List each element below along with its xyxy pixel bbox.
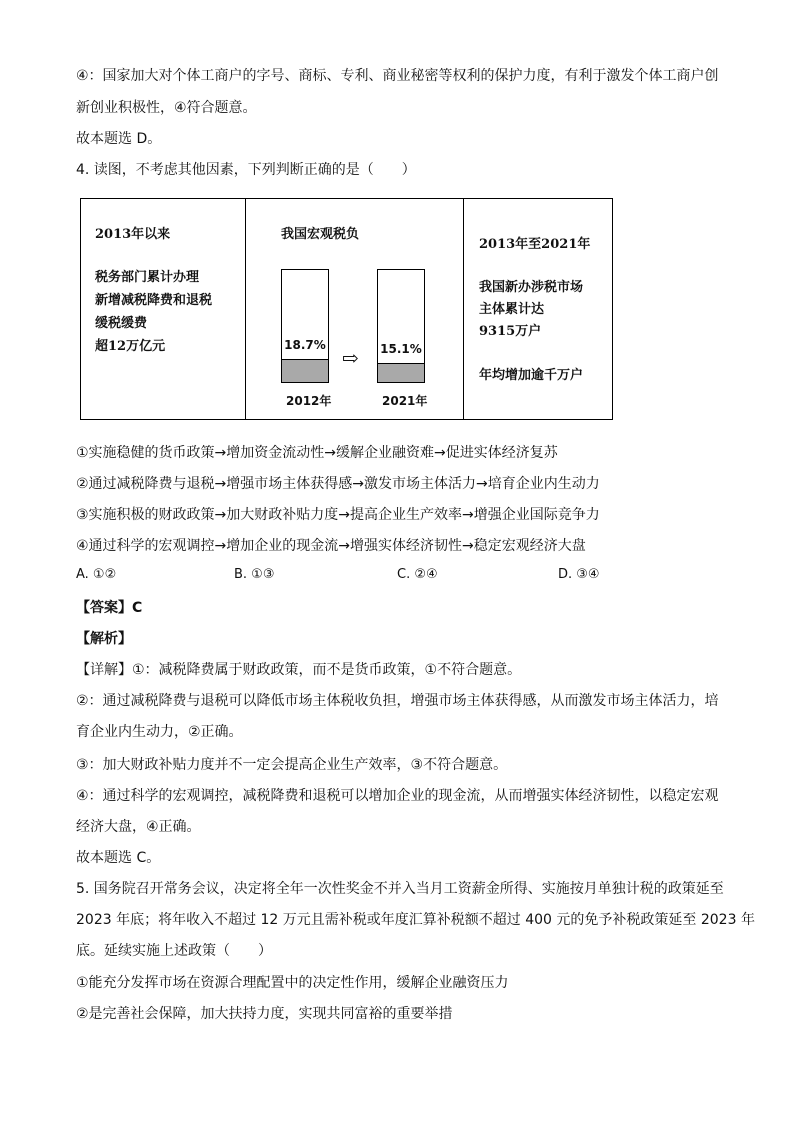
- q3-conclusion: 故本题选 D。: [76, 131, 162, 147]
- q5-statement: ①能充分发挥市场在资源合理配置中的决定性作用，缓解企业融资压力: [76, 975, 509, 991]
- q4-statement: ①实施稳健的货币政策→增加资金流动性→缓解企业融资难→促进实体经济复苏: [76, 445, 558, 461]
- bar-2021: [377, 269, 425, 383]
- q3-paragraph-line: ④：国家加大对个体工商户的字号、商标、专利、商业秘密等权利的保护力度，有利于激发个体工商户创: [76, 68, 719, 84]
- panel-line: 9315万户: [479, 324, 542, 339]
- bar-fill-2021: [378, 363, 424, 382]
- answer-label: 【答案】C: [76, 600, 143, 616]
- arrow-icon: ⇨: [342, 346, 359, 370]
- panel-title: 2013年以来: [95, 227, 171, 242]
- q4-statement: ④通过科学的宏观调控→增加企业的现金流→增强实体经济韧性→稳定宏观经济大盘: [76, 538, 586, 554]
- figure-panel-new-entities: [463, 199, 612, 419]
- bar-value-label: 15.1%: [380, 342, 422, 356]
- analysis-label: 【解析】: [76, 631, 132, 647]
- q3-paragraph-line: 新创业积极性，④符合题意。: [76, 100, 257, 116]
- q4-conclusion: 故本题选 C。: [76, 850, 161, 866]
- bar-year-label: 2021年: [382, 394, 428, 408]
- option-d: D. ③④: [558, 567, 600, 582]
- q4-statement: ②通过减税降费与退税→增强市场主体获得感→激发市场主体活力→培育企业内生动力: [76, 476, 600, 492]
- q5-statement: ②是完善社会保障，加大扶持力度，实现共同富裕的重要举措: [76, 1006, 453, 1022]
- panel-line: 超12万亿元: [95, 339, 166, 354]
- option-a: A. ①②: [76, 567, 117, 582]
- panel-title: 我国宏观税负: [281, 227, 360, 242]
- panel-line: 主体累计达: [479, 302, 545, 317]
- bar-2012: [281, 269, 329, 383]
- bar-fill-2012: [282, 359, 328, 382]
- option-c: C. ②④: [397, 567, 438, 582]
- panel-footer: 年均增加逾千万户: [479, 368, 584, 383]
- detail-line: 经济大盘，④正确。: [76, 819, 201, 835]
- detail-line: ③：加大财政补贴力度并不一定会提高企业生产效率，③不符合题意。: [76, 757, 508, 773]
- q5-stem-line: 5. 国务院召开常务会议，决定将全年一次性奖金不并入当月工资薪金所得、实施按月单独计税的政策延至: [76, 881, 724, 897]
- bar-value-label: 18.7%: [284, 338, 326, 352]
- q5-stem-line: 底。延续实施上述政策（ ）: [76, 943, 272, 959]
- bar-year-label: 2012年: [286, 394, 332, 408]
- detail-line: 育企业内生动力，②正确。: [76, 724, 243, 740]
- figure-panel-tax-cuts: [81, 199, 246, 419]
- detail-line: ④：通过科学的宏观调控，减税降费和退税可以增加企业的现金流，从而增强实体经济韧性，以稳定宏观: [76, 788, 719, 804]
- figure-panel-macro-tax: [245, 199, 464, 419]
- q4-stem: 4. 读图，不考虑其他因素，下列判断正确的是（ ）: [76, 162, 416, 178]
- tax-figure: [80, 198, 613, 420]
- option-b: B. ①③: [234, 567, 275, 582]
- panel-line: 我国新办涉税市场: [479, 280, 584, 295]
- detail-line: 【详解】①：减税降费属于财政政策，而不是货币政策，①不符合题意。: [76, 662, 522, 678]
- q4-statement: ③实施积极的财政政策→加大财政补贴力度→提高企业生产效率→增强企业国际竞争力: [76, 507, 600, 523]
- panel-line: 税务部门累计办理: [95, 270, 200, 285]
- detail-line: ②：通过减税降费与退税可以降低市场主体税收负担，增强市场主体获得感，从而激发市场主体活力，培: [76, 693, 719, 709]
- panel-line: 缓税缓费: [95, 316, 148, 331]
- q5-stem-line: 2023 年底；将年收入不超过 12 万元且需补税或年度汇算补税额不超过 400 元的免予补税政策延至 2023 年: [76, 912, 755, 928]
- panel-title: 2013年至2021年: [479, 237, 591, 252]
- panel-line: 新增减税降费和退税: [95, 293, 213, 308]
